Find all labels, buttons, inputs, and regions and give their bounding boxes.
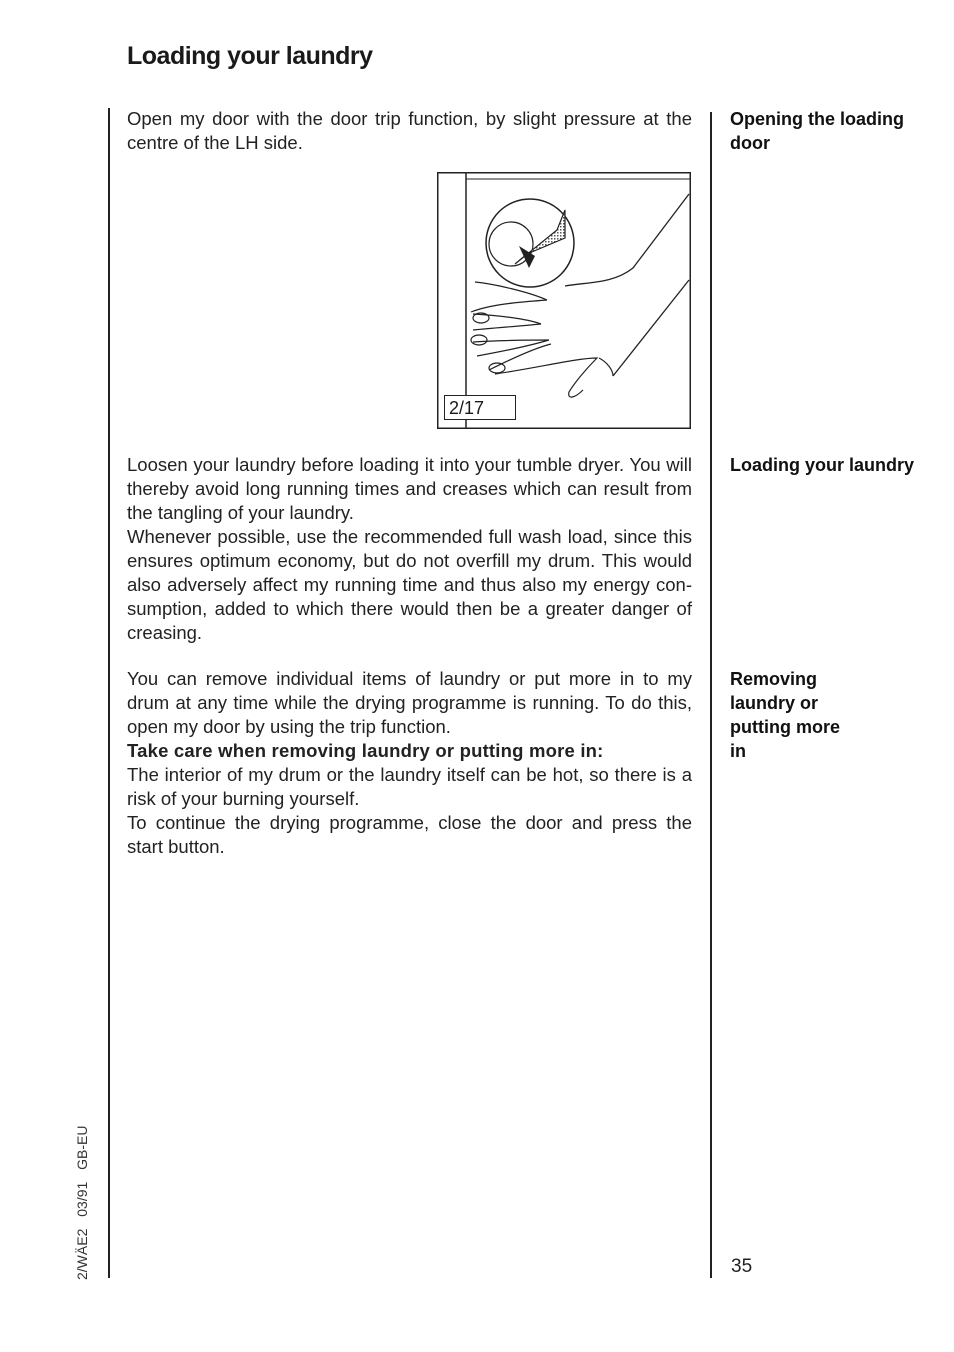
page-title: Loading your laundry bbox=[127, 42, 373, 70]
paragraph: You can remove individual items of laundry or put more in to my drum at any time while the drying programme is running. To do this, open my door by using the trip function. bbox=[127, 668, 692, 737]
section-heading-opening-door: Opening the loading door bbox=[730, 109, 904, 153]
door-opening-illustration bbox=[437, 172, 691, 429]
section-removing-laundry-text bbox=[127, 667, 692, 859]
paragraph: Loosen your laundry before loading it into your tumble dryer. You will thereby avoid long running times and creases which can result from the tangling of your laundry. bbox=[127, 454, 692, 523]
page-number: 35 bbox=[731, 1256, 753, 1277]
left-margin-rule bbox=[108, 108, 110, 1278]
section-opening-door-text bbox=[127, 107, 692, 155]
section-loading-laundry-text bbox=[127, 453, 692, 645]
section-heading-removing-laundry: Removing laundry or putting more in bbox=[730, 669, 840, 761]
paragraph: To continue the drying programme, close the door and press the start button. bbox=[127, 812, 692, 857]
warning-heading: Take care when removing laundry or putting more in: bbox=[127, 740, 604, 761]
figure-label: 2/17 bbox=[444, 395, 516, 420]
hand-pressing-door-illustration bbox=[437, 172, 691, 429]
section-heading-loading-laundry: Loading your laundry bbox=[730, 455, 915, 475]
paragraph: Open my door with the door trip function, by slight pressure at the centre of the LH side. bbox=[127, 108, 692, 153]
paragraph: The interior of my drum or the laundry itself can be hot, so there is a risk of your burning yourself. bbox=[127, 764, 692, 809]
right-margin-rule bbox=[710, 112, 712, 1278]
document-code: 2/WÄE2 03/91 GB-EU bbox=[74, 1125, 90, 1280]
paragraph: Whenever possible, use the recommended full wash load, since this ensures optimum economy, but do not overfill my drum. This would also adversely affect my running time and thus also my energy con-sumption, added to which there would then be a greater danger of creasing. bbox=[127, 526, 692, 643]
